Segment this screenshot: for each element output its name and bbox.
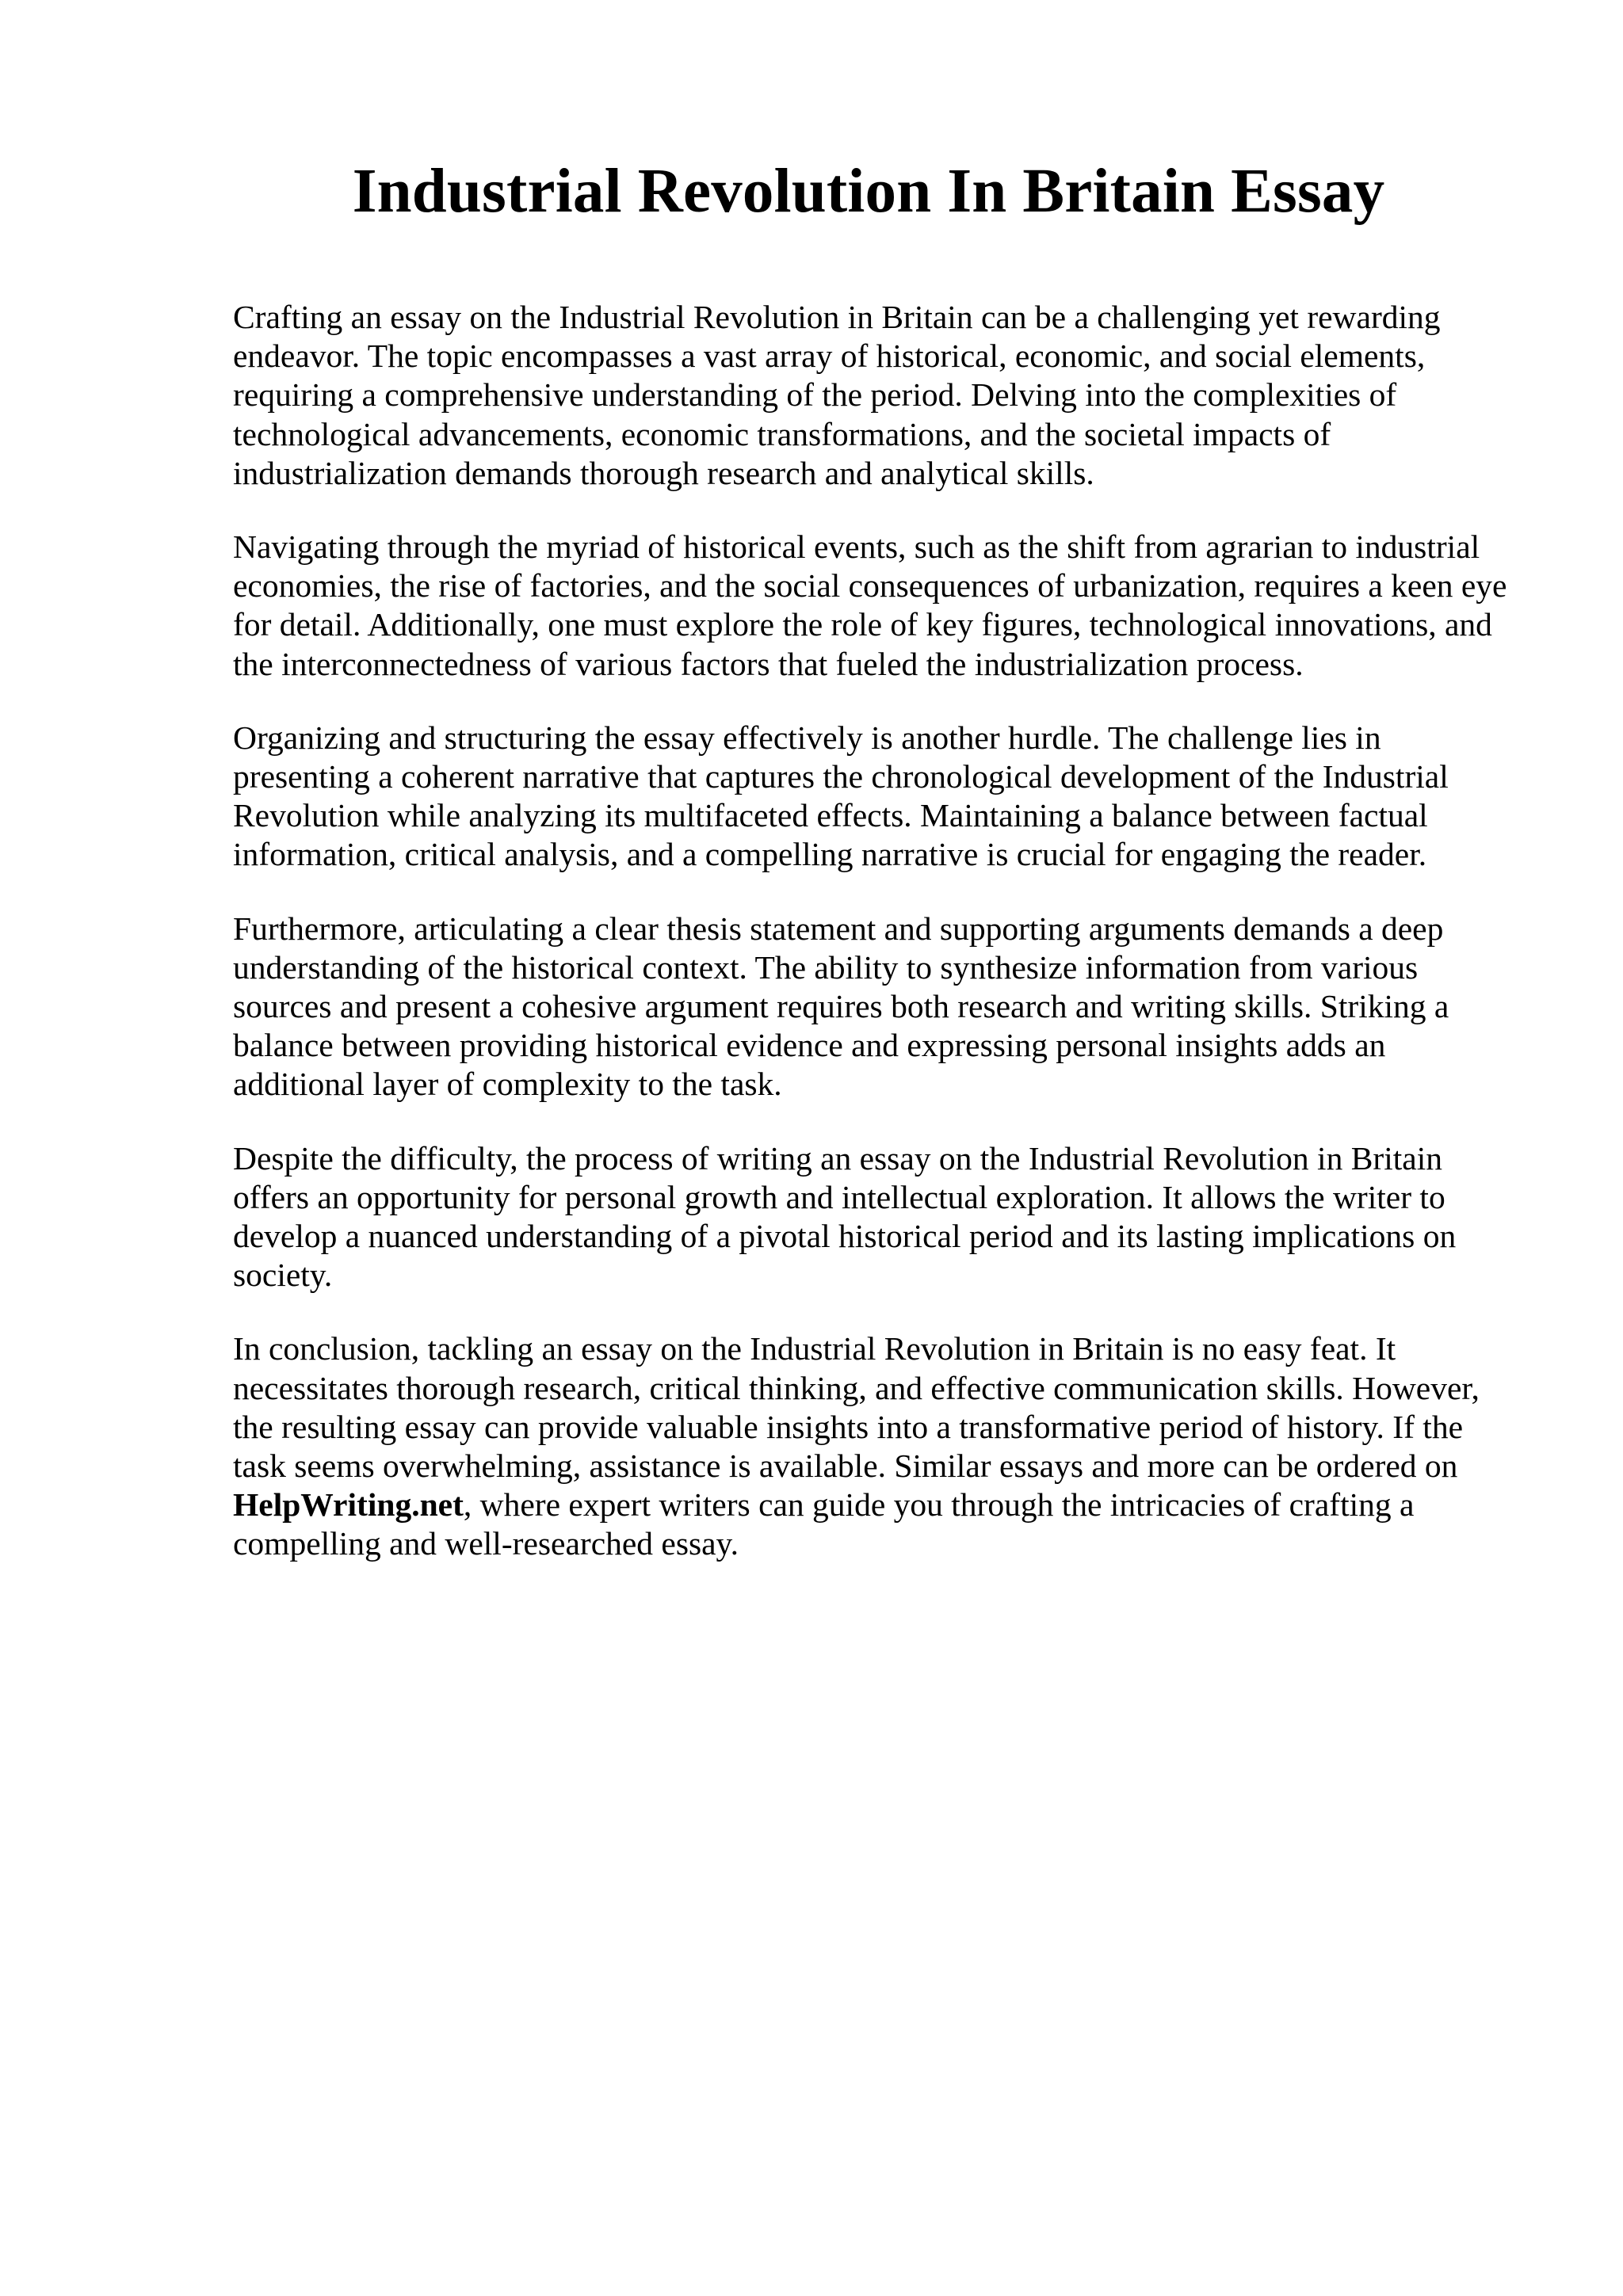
paragraph-1 <box>233 298 1529 493</box>
text-line: the interconnectedness of various factors that fueled the industrialization process. <box>233 645 1304 682</box>
text-line: Crafting an essay on the Industrial Revolution in Britain can be a challenging yet rewarding <box>233 299 1441 335</box>
text-line: endeavor. The topic encompasses a vast array of historical, economic, and social elements, <box>233 338 1426 375</box>
paragraph-4 <box>233 910 1529 1104</box>
paragraph-5 <box>233 1139 1529 1295</box>
text-line: develop a nuanced understanding of a pivotal historical period and its lasting implications on <box>233 1218 1457 1255</box>
link-line-tail: , where expert writers can guide you through the intricacies of crafting a <box>463 1486 1415 1524</box>
text-line-with-link <box>233 1486 1529 1524</box>
helpwriting-link[interactable]: HelpWriting.net <box>233 1486 464 1524</box>
essay-body <box>233 298 1529 1599</box>
text-line: Organizing and structuring the essay effectively is another hurdle. The challenge lies in <box>233 719 1381 756</box>
text-line: technological advancements, economic transformations, and the societal impacts of <box>233 415 1331 452</box>
text-line: the resulting essay can provide valuable insights into a transformative period of history. If the <box>233 1408 1463 1445</box>
text-line: requiring a comprehensive understanding of the period. Delving into the complexities of <box>233 376 1397 414</box>
text-line: offers an opportunity for personal growth and intellectual exploration. It allows the writer to <box>233 1178 1445 1215</box>
text-line: for detail. Additionally, one must explore the role of key figures, technological innovations, and <box>233 606 1492 643</box>
text-line: Navigating through the myriad of historical events, such as the shift from agrarian to industrial <box>233 528 1480 566</box>
paragraph-2 <box>233 528 1529 684</box>
text-line: sources and present a cohesive argument requires both research and writing skills. Striking a <box>233 988 1449 1025</box>
text-line: additional layer of complexity to the task. <box>233 1066 782 1103</box>
text-line: Furthermore, articulating a clear thesis statement and supporting arguments demands a deep <box>233 910 1444 947</box>
text-line: economies, the rise of factories, and the social consequences of urbanization, requires a keen eye <box>233 567 1507 605</box>
text-line: compelling and well-researched essay. <box>233 1525 739 1562</box>
paragraph-3 <box>233 719 1529 875</box>
text-line: understanding of the historical context. The ability to synthesize information from various <box>233 948 1419 986</box>
text-line: presenting a coherent narrative that captures the chronological development of the Industrial <box>233 758 1449 795</box>
text-line: In conclusion, tackling an essay on the Industrial Revolution in Britain is no easy feat. It <box>233 1330 1396 1367</box>
text-line: information, critical analysis, and a compelling narrative is crucial for engaging the reader. <box>233 836 1427 873</box>
paragraph-6 <box>233 1329 1529 1563</box>
text-line: industrialization demands thorough research and analytical skills. <box>233 454 1094 491</box>
text-line: balance between providing historical evidence and expressing personal insights adds an <box>233 1027 1386 1064</box>
text-line: necessitates thorough research, critical thinking, and effective communication skills. However, <box>233 1369 1480 1406</box>
page-title: Industrial Revolution In Britain Essay <box>352 157 1385 226</box>
text-line: society. <box>233 1257 333 1294</box>
text-line: Despite the difficulty, the process of writing an essay on the Industrial Revolution in Britain <box>233 1139 1442 1177</box>
text-line: Revolution while analyzing its multifaceted effects. Maintaining a balance between factual <box>233 797 1428 834</box>
text-line: task seems overwhelming, assistance is available. Similar essays and more can be ordered on <box>233 1447 1458 1485</box>
